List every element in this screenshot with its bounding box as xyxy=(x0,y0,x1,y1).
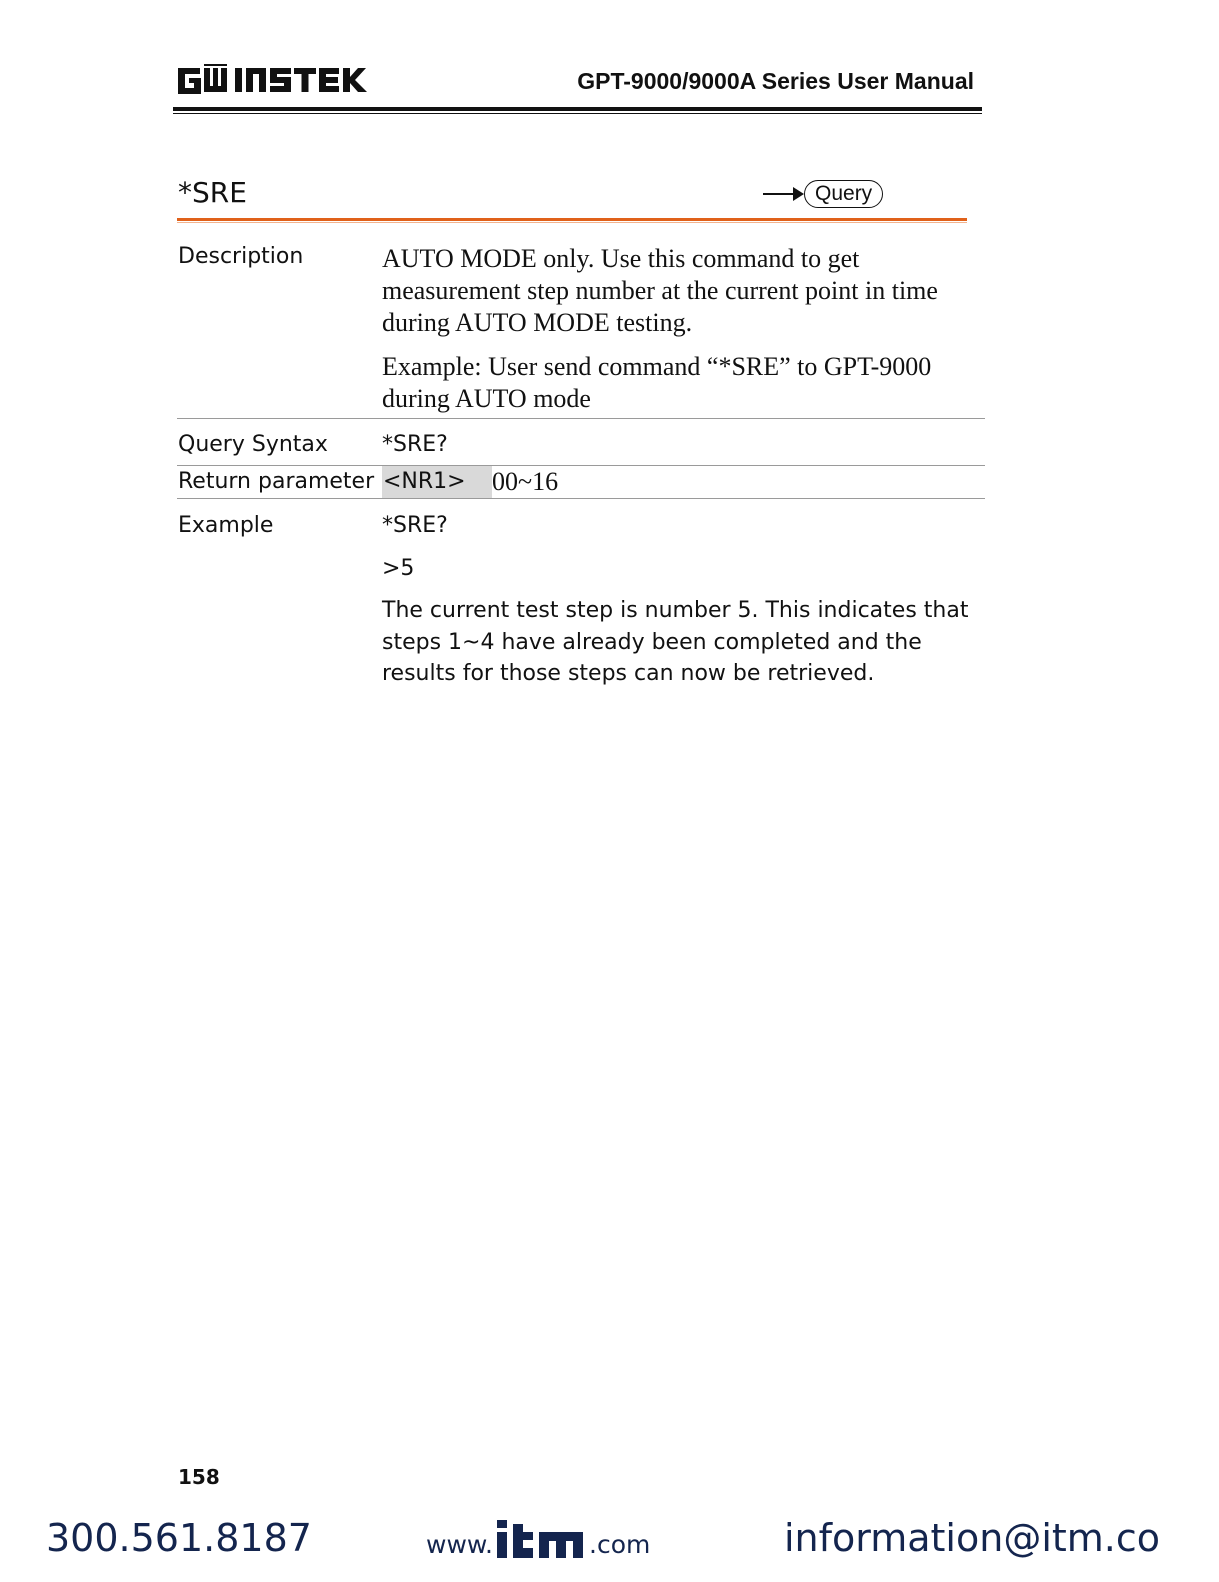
query-syntax-value: *SRE? xyxy=(382,432,448,457)
query-badge xyxy=(763,178,883,210)
footer-email[interactable]: information@itm.co xyxy=(784,1516,1161,1560)
row-divider xyxy=(177,418,985,419)
return-parameter-label: Return parameter xyxy=(178,469,375,494)
page-number: 158 xyxy=(178,1465,220,1489)
example-note: The current test step is number 5. This indicates that steps 1~4 have already been completed and the results for those steps can now be retrieved. xyxy=(382,598,969,686)
brand-logo xyxy=(176,62,372,98)
header-rule xyxy=(173,107,982,111)
section-rule-shadow xyxy=(177,222,967,223)
example-response: >5 xyxy=(382,556,415,581)
header-rule-thin xyxy=(173,113,982,114)
footer-phone: 300.561.8187 xyxy=(46,1516,312,1560)
section-rule xyxy=(177,218,967,221)
description-text: AUTO MODE only. Use this command to get measurement step number at the current point in time during AUTO MODE testing. xyxy=(382,244,938,337)
return-type-value: <NR1> xyxy=(383,469,466,494)
footer-website[interactable] xyxy=(426,1516,650,1560)
gw-instek-logo-icon xyxy=(176,62,372,98)
description-label: Description xyxy=(178,244,304,269)
row-divider xyxy=(177,465,985,466)
example-command: *SRE? xyxy=(382,513,448,538)
itm-logo-icon xyxy=(495,1518,587,1560)
command-title: *SRE xyxy=(178,176,247,209)
website-prefix: www. xyxy=(426,1530,493,1559)
manual-title: GPT-9000/9000A Series User Manual xyxy=(577,68,974,94)
description-example-text: Example: User send command “*SRE” to GPT-9000 during AUTO mode xyxy=(382,352,932,413)
return-range-value: 00~16 xyxy=(492,467,559,496)
query-badge-label: Query xyxy=(804,180,883,208)
website-suffix: .com xyxy=(589,1530,651,1559)
arrow-right-icon xyxy=(763,184,805,204)
query-syntax-label: Query Syntax xyxy=(178,432,328,457)
row-divider xyxy=(177,498,985,499)
example-label: Example xyxy=(178,513,274,538)
return-type-cell xyxy=(382,466,492,498)
